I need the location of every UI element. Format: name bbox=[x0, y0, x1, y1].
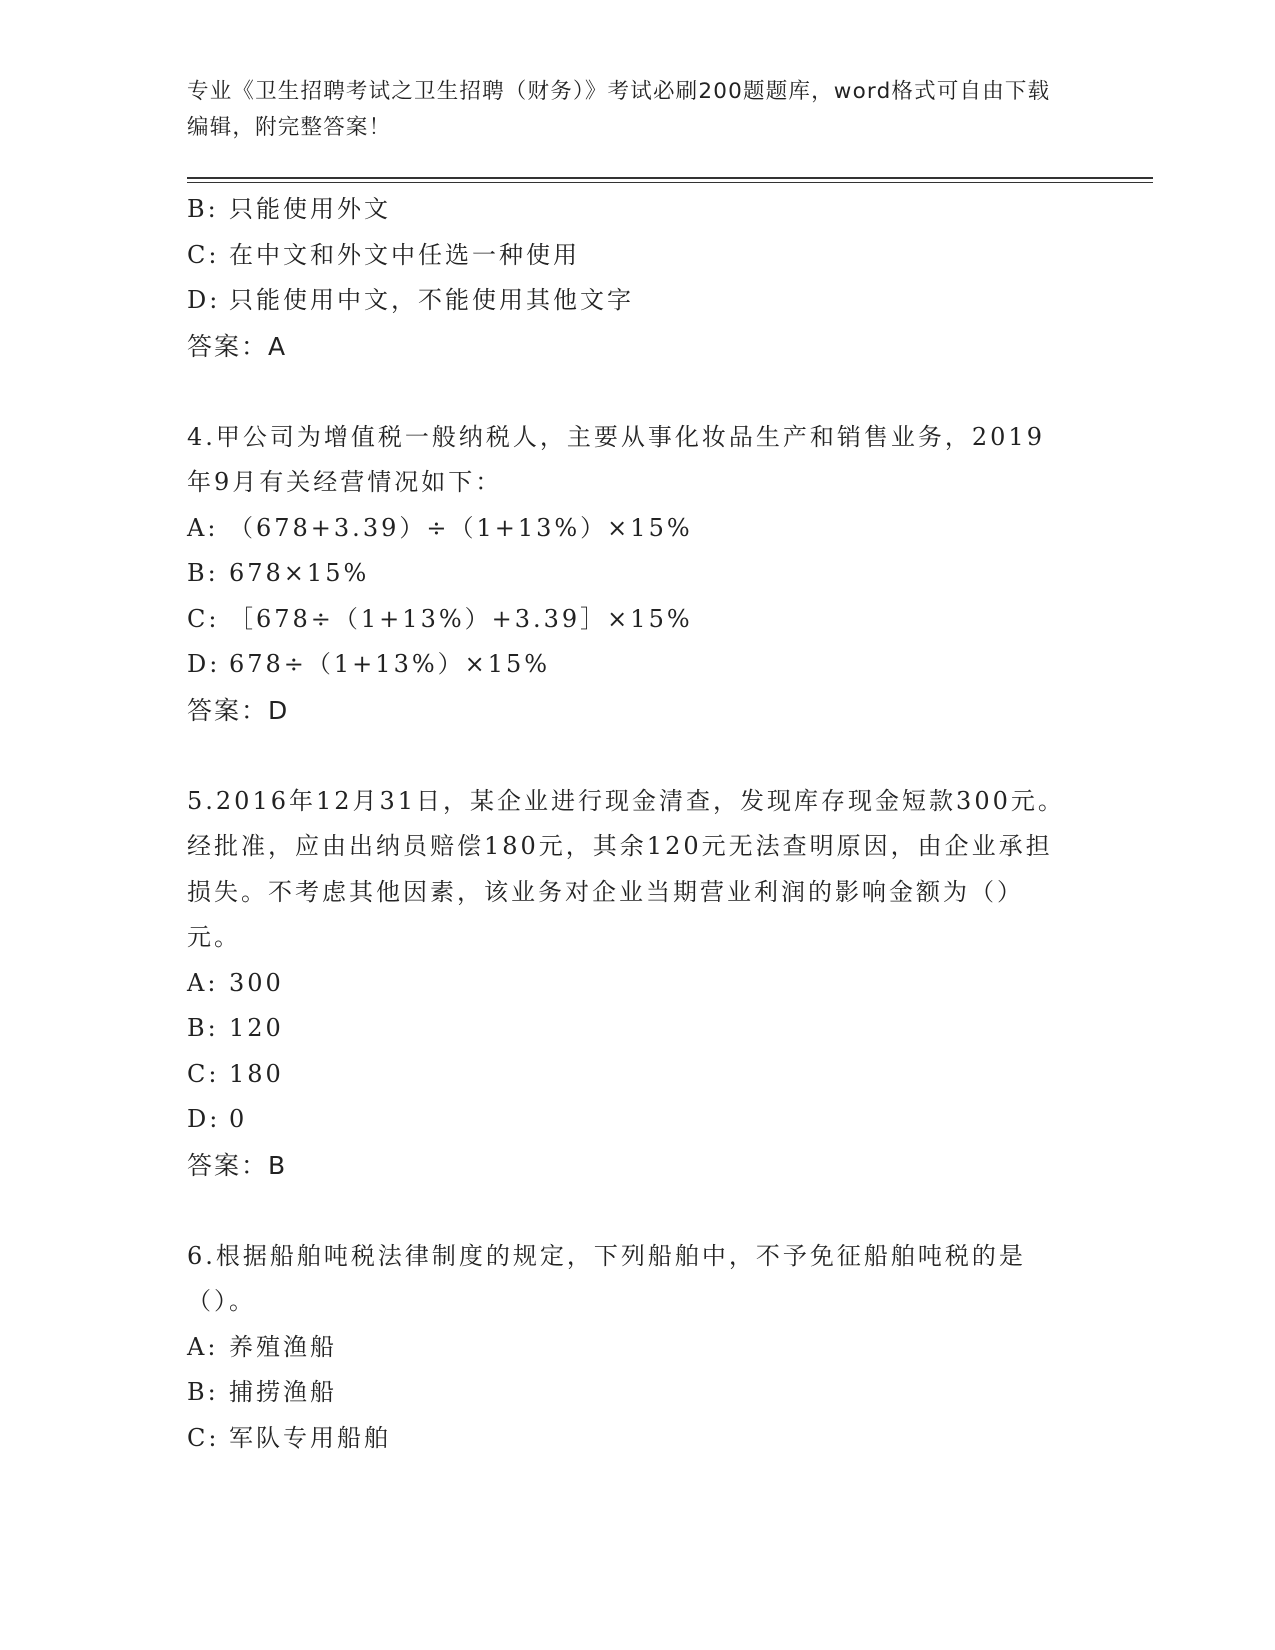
option-c: C: ［678÷（1+13%）+3.39］×15% bbox=[187, 604, 693, 633]
question-5 bbox=[187, 779, 1067, 1189]
option-c: C: 180 bbox=[187, 1059, 284, 1088]
question-text: 6.根据船舶吨税法律制度的规定，下列船舶中，不予免征船舶吨税的是（）。 bbox=[187, 1241, 1026, 1315]
question-text: 4.甲公司为增值税一般纳税人，主要从事化妆品生产和销售业务，2019年9月有关经营情况如下： bbox=[187, 422, 1045, 496]
option-d: D: 0 bbox=[187, 1105, 248, 1133]
option-b: B: 678×15% bbox=[187, 559, 370, 587]
option-b: B: 120 bbox=[187, 1014, 284, 1042]
option-d: D: 只能使用中文，不能使用其他文字 bbox=[187, 286, 634, 314]
option-a: A: 养殖渔船 bbox=[187, 1332, 337, 1361]
question-text: 5.2016年12月31日，某企业进行现金清查，发现库存现金短款300元。经批准，应由出纳员赔偿180元，其余120元无法查明原因，由企业承担损失。不考虑其他因素，该业务对企业当期营业利润的影响金额为（）元。 bbox=[187, 786, 1065, 951]
spacer bbox=[187, 1188, 1067, 1234]
answer-line: 答案：B bbox=[187, 1150, 288, 1180]
question-6 bbox=[187, 1234, 1067, 1462]
option-a: A: （678+3.39）÷（1+13%）×15% bbox=[187, 513, 693, 542]
question-4 bbox=[187, 415, 1067, 734]
answer-line: 答案：D bbox=[187, 695, 290, 725]
option-d: D: 678÷（1+13%）×15% bbox=[187, 650, 551, 678]
option-c: C: 军队专用船舶 bbox=[187, 1423, 391, 1452]
continued-question-options bbox=[187, 187, 1067, 369]
option-a: A: 300 bbox=[187, 968, 284, 997]
document-header: 专业《卫生招聘考试之卫生招聘（财务）》考试必刷200题题库，word格式可自由下载编辑，附完整答案！ bbox=[187, 79, 1051, 140]
option-c: C: 在中文和外文中任选一种使用 bbox=[187, 240, 580, 269]
spacer bbox=[187, 369, 1067, 415]
option-b: B: 只能使用外文 bbox=[187, 195, 391, 223]
option-b: B: 捕捞渔船 bbox=[187, 1378, 337, 1406]
question-content bbox=[187, 187, 1067, 1461]
spacer bbox=[187, 733, 1067, 779]
answer-line: 答案：A bbox=[187, 331, 288, 361]
header-divider bbox=[187, 177, 1153, 183]
